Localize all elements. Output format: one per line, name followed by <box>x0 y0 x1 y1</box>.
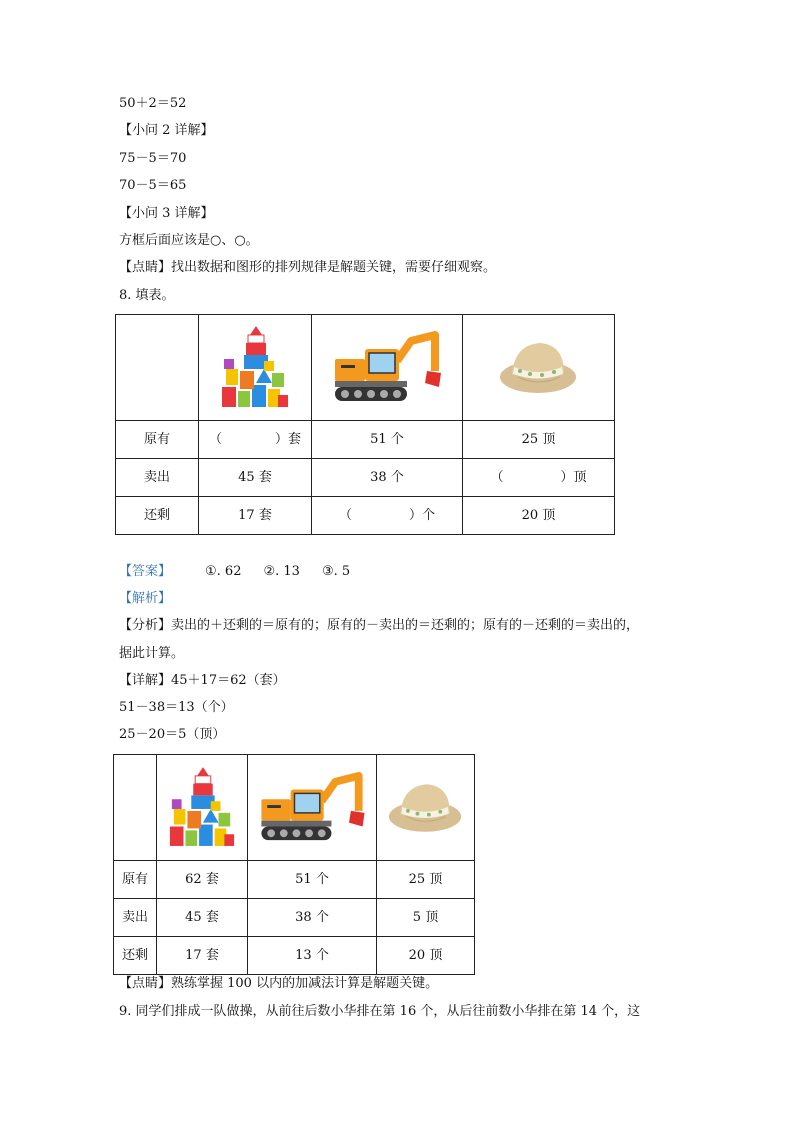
subq2-heading: 【小问 2 详解】 <box>119 123 214 138</box>
excavator-icon <box>331 331 443 405</box>
question-9: 9. 同学们排成一队做操，从前往后数小华排在第 16 个，从后往前数小华排在第 14 个，这 <box>119 1004 641 1019</box>
excavator-cell: 13 个 <box>248 937 377 975</box>
detail-line-3: 25－20＝5（顶） <box>119 727 226 742</box>
fill-table <box>115 314 615 535</box>
hat-cell: 20 顶 <box>377 937 475 975</box>
header-blocks-cell <box>199 315 312 421</box>
building-blocks-icon <box>218 325 292 411</box>
detail-line-1: 【详解】45＋17＝62（套） <box>119 673 286 688</box>
blocks-cell: 45 套 <box>157 899 248 937</box>
subq3-answer: 方框后面应该是○、○。 <box>119 233 259 248</box>
dianjing-1: 【点睛】找出数据和图形的排列规律是解题关键，需要仔细观察。 <box>119 260 497 275</box>
header-excavator-cell <box>312 315 463 421</box>
hat-cell: 20 顶 <box>463 497 615 535</box>
dianjing-2: 【点睛】熟练掌握 100 以内的加减法计算是解题关键。 <box>119 976 439 991</box>
row-label: 还剩 <box>114 937 157 975</box>
row-label: 原有 <box>114 861 157 899</box>
calc-line-2: 75－5＝70 <box>119 151 187 166</box>
building-blocks-icon <box>166 766 238 850</box>
header-empty-cell <box>116 315 199 421</box>
hat-cell: 25 顶 <box>377 861 475 899</box>
answer-label: 【答案】 <box>119 564 172 579</box>
answer-table <box>113 754 475 975</box>
row-label: 卖出 <box>116 459 199 497</box>
detail-line-2: 51－38＝13（个） <box>119 700 234 715</box>
row-label: 还剩 <box>116 497 199 535</box>
subq3-heading: 【小问 3 详解】 <box>119 206 214 221</box>
excavator-icon <box>257 772 367 844</box>
blocks-cell: 17 套 <box>157 937 248 975</box>
blocks-cell: 45 套 <box>199 459 312 497</box>
calc-line-3: 70－5＝65 <box>119 178 187 193</box>
blocks-cell: 17 套 <box>199 497 312 535</box>
excavator-cell: 38 个 <box>312 459 463 497</box>
header-hat-cell <box>377 755 475 861</box>
calc-line-1: 50＋2＝52 <box>119 96 187 111</box>
header-excavator-cell <box>248 755 377 861</box>
row-label: 卖出 <box>114 899 157 937</box>
question-8: 8. 填表。 <box>119 288 175 303</box>
excavator-blank-cell[interactable]: （ ）个 <box>312 497 463 535</box>
excavator-cell: 51 个 <box>248 861 377 899</box>
blocks-blank-cell[interactable]: （ ）套 <box>199 421 312 459</box>
excavator-cell: 38 个 <box>248 899 377 937</box>
answer-item: ②. 13 <box>263 564 300 579</box>
row-label: 原有 <box>116 421 199 459</box>
blocks-cell: 62 套 <box>157 861 248 899</box>
answer-item: ③. 5 <box>321 564 351 579</box>
answer-item: ①. 62 <box>205 564 242 579</box>
excavator-cell: 51 个 <box>312 421 463 459</box>
hat-cell: 25 顶 <box>463 421 615 459</box>
analysis-label: 【解析】 <box>119 591 172 606</box>
hat-blank-cell[interactable]: （ ）顶 <box>463 459 615 497</box>
straw-hat-icon <box>387 778 465 838</box>
header-empty-cell <box>114 755 157 861</box>
hat-cell: 5 顶 <box>377 899 475 937</box>
header-hat-cell <box>463 315 615 421</box>
header-blocks-cell <box>157 755 248 861</box>
answer-line <box>119 563 350 581</box>
fenxi-line-2: 据此计算。 <box>119 646 185 661</box>
straw-hat-icon <box>498 337 580 399</box>
fenxi-line-1: 【分析】卖出的＋还剩的＝原有的；原有的－卖出的＝还剩的；原有的－还剩的＝卖出的， <box>119 618 640 633</box>
